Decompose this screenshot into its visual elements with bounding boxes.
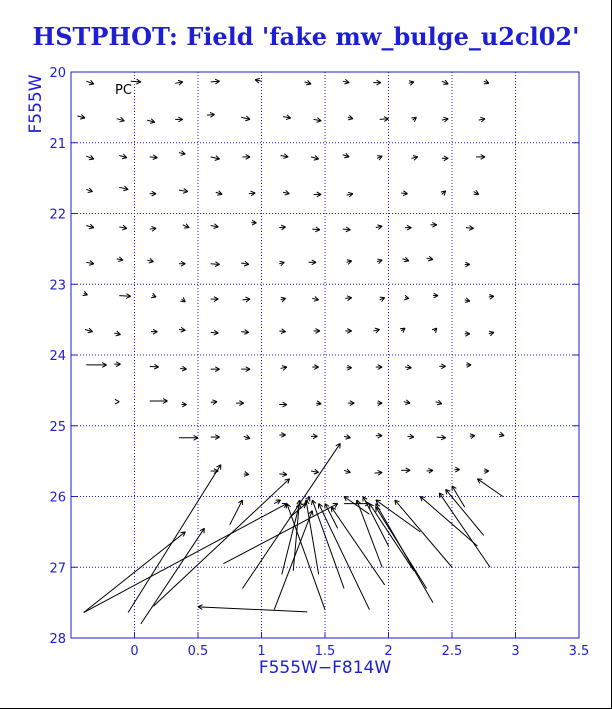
vector-40	[179, 189, 188, 194]
vector-164	[420, 497, 477, 547]
vector-71	[377, 259, 382, 264]
vector-45	[347, 192, 353, 197]
vector-69	[308, 260, 316, 265]
vector-112	[376, 365, 382, 370]
vector-165	[439, 493, 490, 567]
vector-25	[119, 154, 127, 159]
vector-96	[314, 329, 320, 334]
vector-117	[150, 399, 168, 404]
vector-19	[348, 115, 353, 120]
vector-27	[179, 151, 185, 156]
vector-137	[499, 432, 504, 437]
vector-3	[211, 79, 220, 84]
vector-13	[147, 119, 155, 124]
vector-131	[311, 434, 317, 439]
vector-179	[198, 605, 307, 612]
x-tick-label: 3.5	[568, 644, 590, 659]
x-tick-label: 1	[257, 644, 266, 659]
vector-7	[373, 80, 381, 85]
vector-151	[230, 500, 243, 525]
vector-22	[442, 117, 448, 122]
vector-arrows	[77, 78, 504, 623]
vector-84	[380, 297, 385, 301]
vector-50	[119, 225, 127, 230]
vector-101	[465, 331, 470, 336]
vector-95	[279, 329, 285, 334]
vector-23	[479, 117, 485, 122]
y-tick-label: 20	[49, 66, 66, 81]
vector-130	[279, 433, 285, 438]
vector-34	[411, 156, 417, 161]
vector-87	[465, 298, 470, 303]
vector-73	[427, 256, 433, 261]
vector-122	[316, 401, 321, 406]
vector-90	[114, 331, 120, 336]
vector-43	[283, 190, 289, 195]
vector-141	[311, 469, 319, 474]
vector-115	[466, 363, 471, 368]
vector-8	[409, 81, 414, 86]
vector-124	[377, 401, 382, 406]
vector-163	[395, 500, 452, 567]
pc-annotation: PC	[115, 83, 132, 98]
vector-129	[244, 435, 250, 440]
vector-180	[274, 500, 280, 504]
vector-42	[249, 191, 255, 196]
vector-107	[211, 367, 220, 372]
vector-37	[86, 188, 92, 193]
x-tick-label: 3	[511, 644, 520, 659]
vector-103	[86, 363, 106, 368]
y-tick-label: 27	[49, 561, 66, 577]
vector-1	[131, 79, 141, 84]
vector-111	[347, 365, 352, 370]
vector-56	[312, 227, 320, 232]
vector-102	[489, 331, 494, 336]
vector-59	[405, 225, 411, 230]
vector-176	[128, 465, 221, 613]
vector-89	[85, 328, 93, 333]
vector-116	[115, 399, 119, 404]
vector-51	[150, 226, 156, 231]
tick-labels	[49, 66, 589, 659]
vector-119	[211, 400, 217, 405]
vector-4	[255, 78, 261, 83]
vector-49	[86, 224, 94, 229]
vector-110	[312, 365, 318, 370]
vector-2	[175, 80, 183, 85]
grid-lines	[71, 72, 579, 638]
vector-12	[117, 117, 125, 122]
vector-70	[347, 260, 352, 265]
chart-title: HSTPHOT: Field 'fake mw_bulge_u2cl02'	[32, 22, 580, 51]
x-tick-label: 2.5	[441, 644, 463, 659]
vector-64	[147, 258, 153, 263]
vector-10	[484, 79, 489, 83]
vector-48	[474, 190, 479, 194]
vector-158	[318, 504, 369, 610]
vector-140	[279, 472, 287, 477]
vector-38	[119, 186, 128, 191]
vector-18	[314, 118, 322, 123]
y-tick-label: 26	[49, 490, 66, 506]
vector-5	[305, 80, 311, 85]
vector-58	[376, 225, 382, 230]
vector-14	[175, 117, 183, 122]
vector-97	[345, 329, 351, 334]
vector-17	[283, 115, 291, 120]
vector-88	[489, 295, 494, 300]
vector-148	[84, 504, 287, 613]
vector-28	[211, 156, 220, 161]
vector-79	[211, 297, 219, 302]
y-tick-label: 28	[49, 632, 66, 647]
vector-82	[312, 297, 318, 302]
vector-0	[86, 80, 94, 84]
vector-6	[343, 79, 349, 84]
vector-177	[154, 479, 290, 606]
vector-136	[470, 434, 475, 439]
vector-55	[279, 225, 285, 230]
vector-15	[207, 112, 215, 117]
vector-35	[442, 156, 448, 161]
vector-9	[442, 80, 448, 84]
vector-105	[150, 364, 159, 369]
x-tick-label: 1.5	[314, 644, 336, 659]
x-axis-label: F555W−F814W	[258, 658, 392, 678]
vector-30	[281, 154, 289, 159]
vector-100	[432, 328, 437, 333]
vector-32	[343, 153, 349, 158]
vector-78	[180, 297, 185, 302]
vector-150	[223, 503, 337, 563]
vector-74	[465, 262, 470, 267]
vector-157	[312, 500, 345, 588]
vector-62	[86, 261, 94, 266]
vector-142	[344, 469, 350, 474]
y-axis-label: F555W	[26, 74, 46, 134]
vector-57	[343, 227, 351, 232]
vector-170	[376, 507, 427, 588]
vector-72	[402, 257, 408, 262]
vector-61	[466, 226, 474, 231]
vector-167	[477, 479, 502, 497]
vector-46	[401, 191, 407, 196]
vector-106	[180, 366, 186, 371]
vector-125	[404, 400, 410, 405]
vector-54	[251, 220, 256, 225]
vector-41	[216, 191, 222, 196]
vector-135	[437, 435, 446, 440]
vector-66	[211, 262, 220, 267]
vector-114	[439, 364, 445, 369]
vector-99	[400, 328, 405, 333]
vector-171	[369, 504, 413, 571]
vector-76	[119, 294, 130, 299]
vector-91	[151, 329, 157, 334]
vector-120	[236, 401, 244, 406]
x-tick-label: 0.5	[187, 644, 209, 659]
vector-93	[211, 330, 219, 335]
vector-24	[86, 155, 94, 159]
vector-113	[405, 365, 411, 370]
vector-26	[150, 155, 158, 160]
vector-80	[242, 297, 250, 302]
vector-144	[401, 468, 410, 473]
vector-178	[242, 443, 340, 588]
y-tick-label: 21	[49, 136, 66, 152]
vector-85	[404, 295, 409, 300]
vector-29	[242, 155, 250, 160]
x-tick-label: 2	[384, 644, 393, 659]
vector-127	[179, 435, 198, 440]
vector-104	[114, 362, 120, 367]
vector-53	[211, 224, 219, 229]
vector-81	[281, 297, 286, 302]
vector-21	[411, 117, 416, 122]
vector-16	[241, 116, 250, 121]
vector-63	[117, 257, 123, 262]
vector-86	[433, 293, 438, 298]
vector-143	[375, 470, 383, 475]
vector-39	[150, 191, 156, 196]
vector-47	[441, 191, 446, 196]
y-tick-label: 22	[49, 207, 66, 223]
vector-75	[83, 291, 88, 295]
vector-60	[430, 222, 436, 227]
vector-149	[141, 528, 205, 624]
vector-126	[435, 400, 441, 405]
vector-139	[244, 472, 249, 477]
vector-128	[211, 435, 220, 440]
vector-132	[344, 434, 350, 439]
vector-92	[179, 327, 185, 332]
vector-168	[452, 486, 465, 507]
vector-145	[427, 468, 433, 473]
vector-77	[151, 293, 156, 297]
vector-123	[348, 401, 354, 406]
vector-44	[314, 192, 322, 197]
vector-134	[408, 434, 414, 439]
y-tick-label: 25	[49, 419, 66, 435]
vector-109	[281, 366, 287, 371]
vector-20	[380, 117, 389, 122]
vector-52	[183, 224, 189, 228]
vector-33	[377, 156, 382, 160]
vector-36	[476, 155, 485, 160]
vector-133	[376, 433, 382, 438]
vector-94	[241, 330, 249, 335]
vector-68	[279, 261, 284, 266]
y-tick-label: 23	[49, 278, 66, 294]
vector-11	[77, 115, 85, 120]
vector-146	[455, 467, 460, 472]
vector-147	[484, 469, 489, 474]
vector-83	[345, 296, 351, 301]
vector-65	[179, 261, 185, 266]
vector-31	[311, 156, 319, 161]
vector-121	[279, 402, 287, 407]
vector-118	[181, 402, 186, 407]
vector-108	[241, 367, 250, 372]
vector-98	[373, 328, 379, 333]
vector-67	[241, 261, 249, 266]
y-tick-label: 24	[49, 349, 66, 364]
x-tick-label: 0	[130, 644, 139, 659]
